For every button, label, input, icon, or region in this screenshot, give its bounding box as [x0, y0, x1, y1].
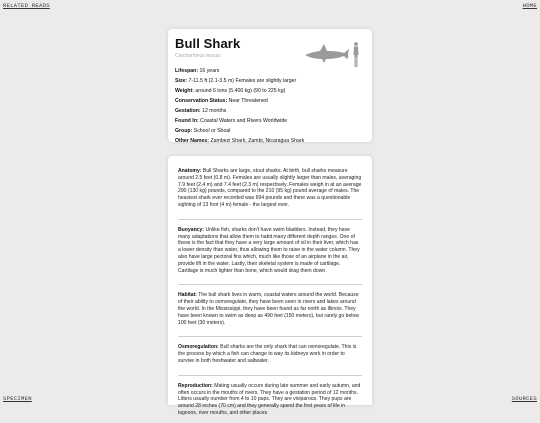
fact-lifespan: Lifespan: 16 years [175, 68, 220, 74]
shark-size-comparison-icon [304, 40, 362, 68]
section-osmoregulation: Osmoregulation: Bull sharks are the only shark that can osmoregulate. This is the process by which a fish can change to way its kidneys work in order to survive in both freshwater and saltwater. [178, 344, 357, 364]
section-buoyancy: Buoyancy: Unlike fish, sharks don't have swim bladders. Instead, they have many adaptations that allow them to habit many different depth ranges. One of these is the fact that they have a very large amount of oil in their liver, which has a lower density than water, thus allowing them to raise in the water column. They also have large pectoral fins which, much like those of an airplane in the air, provide lift in the water. Lastly, their skeletal system is made of cartilage. Cartilage is much lighter than bone, which would drag them down. [178, 226, 360, 274]
section-divider [178, 336, 362, 337]
section-reproduction: Reproduction: Mating usually occurs during late summer and early autumn, and often occurs in the mouths of rivers. They have a gestation period of 12 months. Litters usually number from 4 to 10 pups. They are viviparous. They pups are around 28 inches (70 cm) and they generally spend the first years of life in lagoons, river mouths, and other places [178, 382, 361, 416]
article-content[interactable] [168, 156, 372, 416]
home-link[interactable]: HOME [522, 2, 537, 9]
section-divider [178, 284, 362, 285]
species-info-card [168, 29, 372, 142]
specimen-link[interactable]: SPECIMEN [3, 395, 32, 402]
fact-gestation: Gestation: 12 months [175, 108, 227, 114]
fact-weight: Weight: around 6 tons (5,400 kg) (90 to 225 kg) [175, 88, 286, 94]
related-reads-link[interactable]: RELATED READS [3, 2, 50, 9]
fact-size: Size: 7-11.5 ft (2.1-3.5 m) Females are slightly larger [175, 78, 297, 84]
scientific-name: Carcharhinus leucas [175, 53, 221, 59]
sources-link[interactable]: SOURCES [511, 395, 537, 402]
fact-conservation-status: Conservation Status: Near Threatened [175, 98, 268, 104]
section-divider [178, 219, 362, 220]
fact-other-names: Other Names: Zambezi Shark, Zambi, Nicaragua Shark [175, 138, 305, 144]
fact-group: Group: School or Shoal [175, 128, 231, 134]
facts-list [175, 66, 366, 146]
section-anatomy: Anatomy: Bull Sharks are large, stout sharks. At birth, bull sharks measure around 2.5 feet (0.8 m). Females are usually slightly larger than males, averaging 7.9 feet (2.4 m) and 7.4 feet (2.3 m) respectively. Females weigh in at an average 290 (130 kg) pounds, compared to the 210 (95 kg) pound average of males. The heaviest shark ever recorded was 694 pounds and there was a questionable sighting of 13 foot (4 m) female - the largest ever. [178, 168, 362, 208]
section-divider [178, 375, 362, 376]
section-habitat: Habitat: The bull shark lives in warm, coastal waters around the world. Because of their ability to osmoregulate, they have been seen in rivers and lakes around the world. In the Mississippi, they have been found as far north as Illinois. They have been known to swim as deep as 490 feet (150 meters), but rarely go below 100 feet (30 meters). [178, 292, 359, 326]
fact-found-in: Found In: Coastal Waters and Rivers Worldwide [175, 118, 288, 124]
species-title: Bull Shark [175, 36, 241, 51]
